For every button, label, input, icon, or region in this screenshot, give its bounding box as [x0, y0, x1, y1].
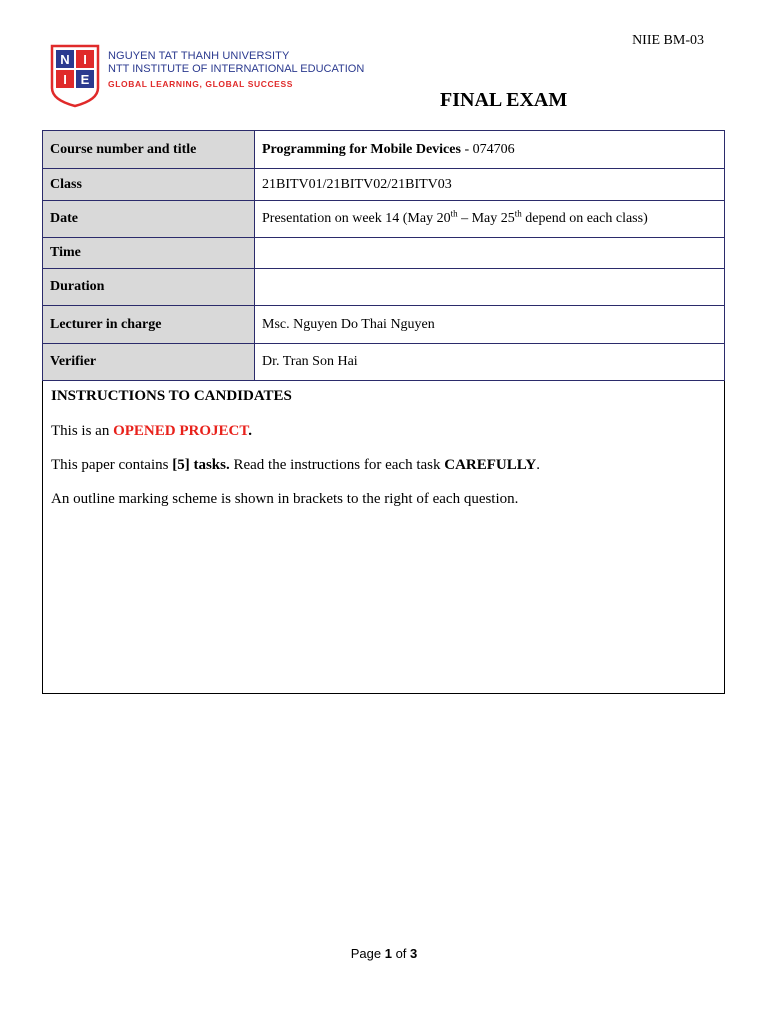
course-label: Course number and title [43, 131, 255, 169]
current-page-number: 1 [384, 946, 392, 961]
university-name: NGUYEN TAT THANH UNIVERSITY [108, 50, 290, 62]
instructions-heading: INSTRUCTIONS TO CANDIDATES [51, 388, 292, 404]
verifier-value: Dr. Tran Son Hai [255, 344, 725, 381]
footer-prefix: Page [350, 946, 385, 961]
footer-middle: of [391, 946, 411, 961]
line1-suffix: . [248, 423, 252, 439]
date-label: Date [43, 201, 255, 238]
duration-value [255, 269, 725, 306]
date-sup-2: th [514, 208, 522, 219]
table-row-duration [43, 269, 725, 306]
instruction-line-1 [51, 422, 716, 440]
logo-letter-e: E [80, 72, 90, 87]
task-count: [5] tasks. [172, 457, 230, 473]
opened-project-highlight: OPENED PROJECT [113, 423, 249, 439]
date-text-1: Presentation on week 14 (May 20 [262, 211, 451, 226]
instruction-line-3: An outline marking scheme is shown in brackets to the right of each question. [51, 491, 519, 507]
time-label: Time [43, 238, 255, 269]
instruction-line-2 [51, 456, 716, 474]
line1-prefix: This is an [51, 423, 114, 439]
logo-letter-i2: I [63, 72, 67, 87]
institute-name: NTT INSTITUTE OF INTERNATIONAL EDUCATION [108, 63, 365, 75]
date-text-3: depend on each class) [521, 211, 648, 226]
table-row-class [43, 169, 725, 201]
class-label: Class [43, 169, 255, 201]
page-footer [0, 946, 768, 961]
lecturer-value: Msc. Nguyen Do Thai Nguyen [255, 306, 725, 344]
table-row-course [43, 131, 725, 169]
line2-middle: Read the instructions for each task [229, 457, 445, 473]
date-text-2: – May 25 [457, 211, 515, 226]
verifier-label: Verifier [43, 344, 255, 381]
date-sup-1: th [450, 208, 458, 219]
duration-label: Duration [43, 269, 255, 306]
carefully-emphasis: CAREFULLY [444, 457, 537, 473]
table-row-lecturer [43, 306, 725, 344]
instructions-box [42, 381, 725, 694]
table-row-date [43, 201, 725, 238]
line2-suffix: . [536, 457, 540, 473]
course-value [255, 131, 725, 169]
line2-prefix: This paper contains [51, 457, 173, 473]
document-code: NIIE BM-03 [632, 33, 704, 48]
logo-letter-n: N [60, 52, 70, 67]
table-row-verifier [43, 344, 725, 381]
course-title: Programming for Mobile Devices [262, 141, 461, 157]
date-value [255, 201, 725, 238]
table-row-time [43, 238, 725, 269]
course-code: - 074706 [460, 141, 515, 157]
lecturer-label: Lecturer in charge [43, 306, 255, 344]
time-value [255, 238, 725, 269]
university-logo [50, 44, 370, 110]
logo-slogan: GLOBAL LEARNING, GLOBAL SUCCESS [108, 79, 293, 89]
niie-shield-icon [50, 44, 100, 108]
class-value: 21BITV01/21BITV02/21BITV03 [255, 169, 725, 201]
exam-info-table [42, 130, 725, 381]
logo-letter-i1: I [83, 52, 87, 67]
total-page-count: 3 [410, 946, 418, 961]
exam-title: FINAL EXAM [440, 89, 568, 111]
